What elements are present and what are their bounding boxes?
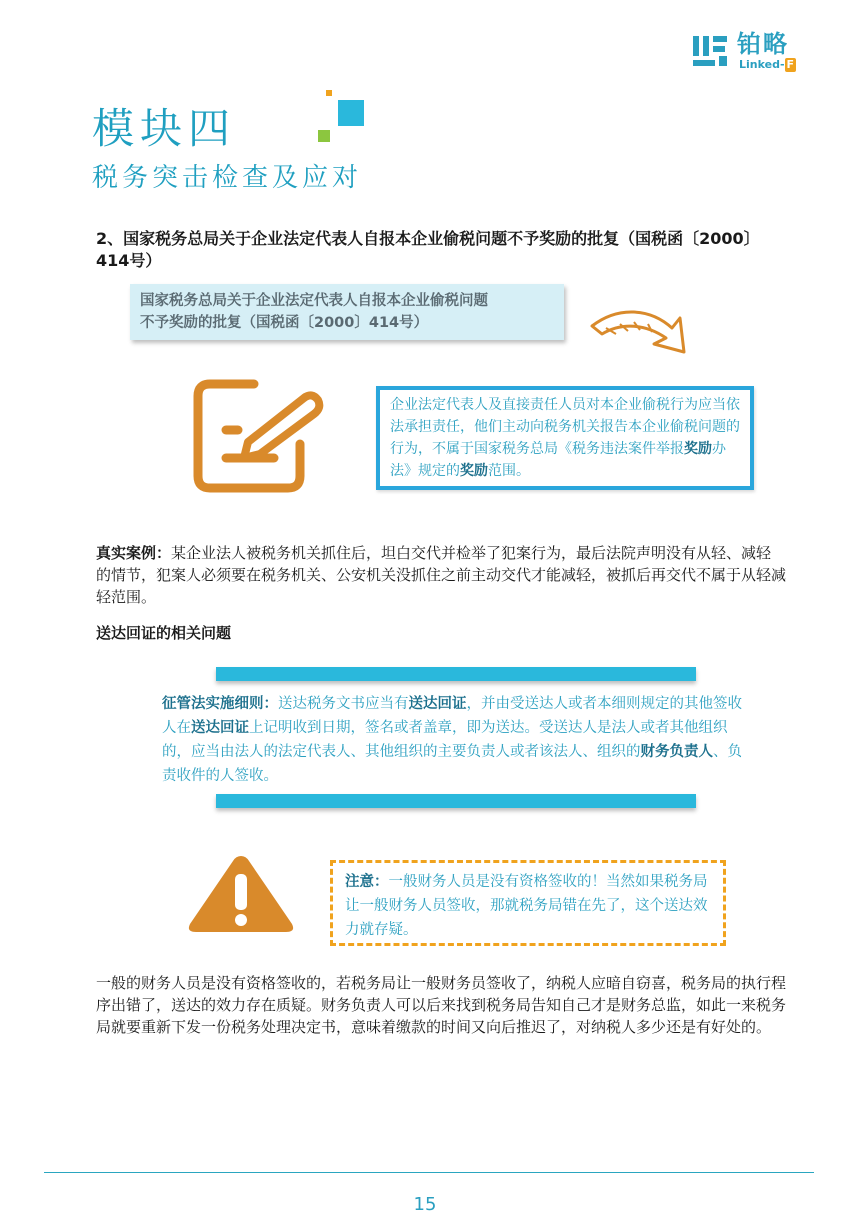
logo-subtext-prefix: Linked-: [739, 58, 785, 71]
logo-subtext-suffix: F: [786, 58, 795, 71]
rule-text-1: 送达税务文书应当有: [278, 696, 409, 712]
module-title: 模块四: [92, 104, 237, 153]
note-body: 一般财务人员是没有资格签收的！当然如果税务局让一般财务人员签收，那就税务局错在先了，这个送达效力就存疑。: [345, 874, 708, 938]
explanation-box: [376, 386, 754, 490]
curved-arrow-icon: [588, 300, 698, 364]
rule-bold-1: 送达回证: [408, 696, 467, 712]
explanation-bold-1: 奖励: [684, 441, 712, 457]
rule-text-4: 、负责收件的人签收。: [162, 744, 742, 784]
explanation-text: [380, 390, 750, 482]
rule-paragraph: [162, 692, 742, 788]
logo-text: 铂略: [737, 30, 789, 58]
warning-triangle-icon: [186, 852, 296, 934]
logo-mark-icon: [693, 32, 729, 72]
explanation-text-3: 范围。: [488, 463, 530, 479]
brand-logo: [693, 30, 813, 74]
rule-text-3: 上记明收到日期，签名或者盖章，即为送达。受送达人是法人或者其他组织的，应当由法人的法定代表人、其他组织的主要负责人或者该法人、组织的: [162, 720, 728, 760]
rule-text-2: ，并由受送达人或者本细则规定的其他签收人在: [162, 696, 742, 736]
section-heading: 2、国家税务总局关于企业法定代表人自报本企业偷税问题不予奖励的批复（国税函〔2000〕414号）: [96, 229, 752, 270]
module-subtitle: 税务突击检查及应对: [92, 163, 363, 193]
delivery-heading: 送达回证的相关问题: [96, 624, 232, 642]
document-title-line1: 国家税务总局关于企业法定代表人自报本企业偷税问题: [140, 293, 488, 309]
stripe-top-divider: [216, 667, 696, 681]
deco-squares-icon: [318, 90, 368, 146]
case-text: 某企业法人被税务机关抓住后，坦白交代并检举了犯案行为，最后法院声明没有从轻、减轻的情节，犯案人必须要在税务机关、公安机关没抓住之前主动交代才能减轻，被抓后再交代不属于从轻减轻范围。: [96, 544, 787, 606]
pen-paper-icon: [190, 378, 330, 498]
document-title-box: [130, 284, 564, 340]
explanation-bold-2: 奖励: [460, 463, 488, 479]
document-title-line2: 不予奖励的批复（国税函〔2000〕414号）: [140, 315, 429, 331]
document-title-text: [130, 284, 564, 340]
page-number: 15: [413, 1194, 437, 1215]
case-paragraph: [96, 542, 786, 608]
rule-label: 征管法实施细则：: [162, 696, 278, 712]
rule-bold-2: 送达回证: [191, 720, 249, 736]
explanation-text-2: 办法》规定的: [390, 441, 726, 479]
note-label: 注意：: [345, 874, 389, 890]
rule-bold-3: 财务负责人: [640, 744, 713, 760]
note-box: [330, 860, 726, 946]
footer-divider: [44, 1172, 814, 1173]
stripe-bottom-divider: [216, 794, 696, 808]
final-paragraph: 一般的财务人员是没有资格签收的，若税务局让一般财务员签收了，纳税人应暗自窃喜，税务局的执行程序出错了，送达的效力存在质疑。财务负责人可以后来找到税务局告知自己才是财务总监，如此一来税务局就要重新下发一份税务处理决定书，意味着缴款的时间又向后推迟了，对纳税人多少还是有好处的。: [96, 974, 787, 1036]
explanation-text-1: 企业法定代表人及直接责任人员对本企业偷税行为应当依法承担责任，他们主动向税务机关报告本企业偷税问题的行为，不属于国家税务总局《税务违法案件举报: [390, 397, 740, 457]
logo-subtext: [739, 58, 796, 72]
case-label: 真实案例：: [96, 544, 172, 562]
note-text: [333, 863, 723, 942]
